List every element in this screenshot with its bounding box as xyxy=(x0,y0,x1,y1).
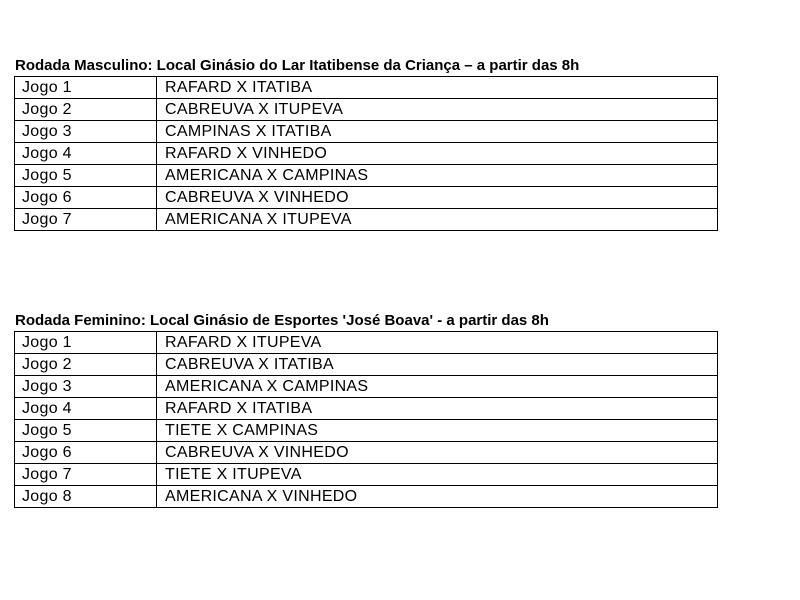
game-number-cell: Jogo 2 xyxy=(15,354,157,376)
table-row xyxy=(15,376,718,398)
game-number-cell: Jogo 7 xyxy=(15,464,157,486)
match-cell: RAFARD X ITUPEVA xyxy=(157,332,718,354)
table-row xyxy=(15,99,718,121)
table-row xyxy=(15,464,718,486)
game-number-cell: Jogo 5 xyxy=(15,165,157,187)
table-row xyxy=(15,354,718,376)
match-cell: AMERICANA X CAMPINAS xyxy=(157,376,718,398)
match-cell: RAFARD X ITATIBA xyxy=(157,77,718,99)
game-number-cell: Jogo 5 xyxy=(15,420,157,442)
match-cell: RAFARD X VINHEDO xyxy=(157,143,718,165)
game-number-cell: Jogo 3 xyxy=(15,121,157,143)
table-row xyxy=(15,420,718,442)
match-cell: CAMPINAS X ITATIBA xyxy=(157,121,718,143)
table-row xyxy=(15,209,718,231)
match-cell: AMERICANA X ITUPEVA xyxy=(157,209,718,231)
male-games-table xyxy=(14,76,718,231)
match-cell: RAFARD X ITATIBA xyxy=(157,398,718,420)
match-cell: CABREUVA X VINHEDO xyxy=(157,187,718,209)
match-cell: CABREUVA X ITATIBA xyxy=(157,354,718,376)
table-row xyxy=(15,187,718,209)
match-cell: AMERICANA X VINHEDO xyxy=(157,486,718,508)
game-number-cell: Jogo 4 xyxy=(15,143,157,165)
match-cell: TIETE X ITUPEVA xyxy=(157,464,718,486)
game-number-cell: Jogo 8 xyxy=(15,486,157,508)
match-cell: CABREUVA X VINHEDO xyxy=(157,442,718,464)
match-cell: AMERICANA X CAMPINAS xyxy=(157,165,718,187)
table-row xyxy=(15,77,718,99)
game-number-cell: Jogo 2 xyxy=(15,99,157,121)
table-row xyxy=(15,442,718,464)
male-round-section xyxy=(14,56,718,231)
female-round-section xyxy=(14,311,718,508)
game-number-cell: Jogo 1 xyxy=(15,77,157,99)
game-number-cell: Jogo 1 xyxy=(15,332,157,354)
match-cell: CABREUVA X ITUPEVA xyxy=(157,99,718,121)
table-row xyxy=(15,398,718,420)
table-row xyxy=(15,165,718,187)
female-games-table xyxy=(14,331,718,508)
game-number-cell: Jogo 6 xyxy=(15,187,157,209)
game-number-cell: Jogo 7 xyxy=(15,209,157,231)
game-number-cell: Jogo 3 xyxy=(15,376,157,398)
table-row xyxy=(15,143,718,165)
match-cell: TIETE X CAMPINAS xyxy=(157,420,718,442)
game-number-cell: Jogo 6 xyxy=(15,442,157,464)
table-row xyxy=(15,332,718,354)
male-round-title: Rodada Masculino: Local Ginásio do Lar Itatibense da Criança – a partir das 8h xyxy=(15,57,580,74)
table-row xyxy=(15,121,718,143)
table-row xyxy=(15,486,718,508)
female-round-title: Rodada Feminino: Local Ginásio de Esportes 'José Boava' - a partir das 8h xyxy=(15,312,549,329)
game-number-cell: Jogo 4 xyxy=(15,398,157,420)
